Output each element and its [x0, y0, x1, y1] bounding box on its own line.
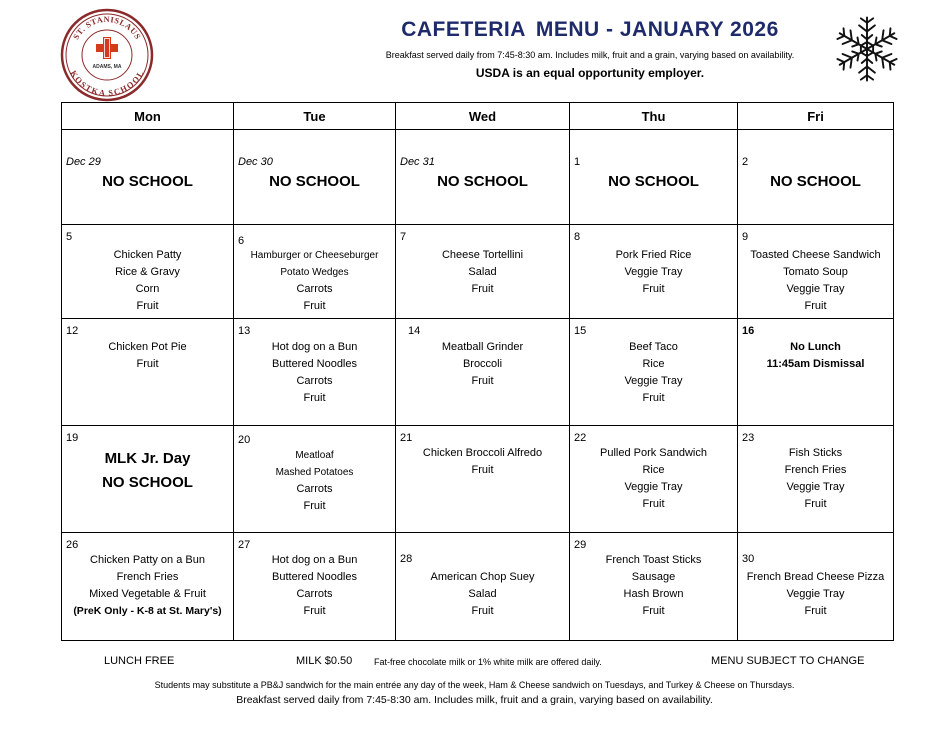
menu-item: Beef Taco — [629, 341, 678, 353]
menu-item: Veggie Tray — [786, 481, 845, 493]
menu-item: Fruit — [642, 283, 665, 295]
day-cell — [738, 533, 894, 641]
date-label: Dec 30 — [238, 156, 273, 168]
no-school-label: NO SCHOOL — [269, 173, 360, 190]
date-label: 6 — [238, 235, 245, 247]
day-cell — [570, 130, 738, 225]
day-cell — [62, 130, 234, 225]
week-row — [62, 130, 894, 225]
day-cell — [570, 225, 738, 319]
no-school-label: NO SCHOOL — [770, 173, 861, 190]
day-cell — [234, 426, 396, 533]
no-lunch-label: No Lunch — [790, 341, 841, 353]
menu-item: Veggie Tray — [624, 375, 683, 387]
menu-item: Rice — [642, 358, 665, 370]
menu-item: Fruit — [804, 300, 827, 312]
menu-item: American Chop Suey — [430, 571, 535, 583]
menu-calendar — [61, 102, 894, 641]
day-cell — [62, 225, 234, 319]
no-school-label: NO SCHOOL — [608, 173, 699, 190]
date-label: 1 — [574, 156, 581, 168]
day-header-wed: Wed — [396, 103, 570, 130]
menu-item: Fruit — [471, 375, 494, 387]
menu-item: French Bread Cheese Pizza — [746, 571, 885, 583]
menu-item: Fruit — [804, 498, 827, 510]
menu-item: Carrots — [296, 283, 333, 295]
day-header-thu: Thu — [570, 103, 738, 130]
date-label: 23 — [742, 432, 755, 444]
week-row — [62, 319, 894, 426]
week-row — [62, 426, 894, 533]
week-row — [62, 533, 894, 641]
menu-item: Buttered Noodles — [272, 571, 357, 583]
date-label: 22 — [574, 432, 587, 444]
milk-price: MILK $0.50 — [296, 655, 353, 667]
menu-item: French Toast Sticks — [605, 554, 702, 566]
day-cell — [738, 130, 894, 225]
menu-item: Carrots — [296, 483, 333, 495]
date-label: 9 — [742, 231, 749, 243]
date-label: 7 — [400, 231, 407, 243]
date-label: 2 — [742, 156, 749, 168]
menu-item: Fruit — [303, 300, 326, 312]
menu-item: Carrots — [296, 375, 333, 387]
no-school-label: NO SCHOOL — [102, 474, 193, 491]
date-label: 16 — [742, 325, 755, 337]
menu-item: Mixed Vegetable & Fruit — [89, 588, 206, 600]
day-cell — [62, 319, 234, 426]
day-cell — [234, 130, 396, 225]
day-cell — [738, 426, 894, 533]
day-cell — [234, 319, 396, 426]
day-cell — [62, 533, 234, 641]
day-cell — [570, 319, 738, 426]
menu-item: Buttered Noodles — [272, 358, 357, 370]
date-label: 13 — [238, 325, 251, 337]
menu-item: Broccoli — [462, 358, 503, 370]
week-row — [62, 225, 894, 319]
day-cell — [396, 319, 570, 426]
day-cell — [570, 426, 738, 533]
usda-statement: USDA is an equal opportunity employer. — [475, 66, 705, 80]
date-label: 19 — [66, 432, 79, 444]
menu-item: Rice & Gravy — [115, 266, 180, 278]
milk-note: Fat-free chocolate milk or 1% white milk are offered daily. — [374, 657, 602, 667]
day-header-fri: Fri — [738, 103, 894, 130]
dismissal-label: 11:45am Dismissal — [766, 358, 865, 370]
snowflake-icon — [832, 12, 902, 86]
menu-item: Hamburger or Cheeseburger — [250, 250, 379, 261]
date-label: 5 — [66, 231, 73, 243]
menu-item: Chicken Patty — [113, 249, 182, 261]
menu-item: Fruit — [136, 358, 159, 370]
date-label: 15 — [574, 325, 587, 337]
day-header-tue: Tue — [234, 103, 396, 130]
menu-item: Cheese Tortellini — [441, 249, 524, 261]
subject-to-change: MENU SUBJECT TO CHANGE — [711, 655, 865, 667]
menu-item: Fruit — [471, 283, 494, 295]
holiday-label: MLK Jr. Day — [104, 450, 191, 467]
menu-item: Pulled Pork Sandwich — [599, 447, 707, 459]
day-cell — [234, 225, 396, 319]
prek-note: (PreK Only - K-8 at St. Mary's) — [73, 605, 222, 617]
day-cell — [234, 533, 396, 641]
date-label: 20 — [238, 434, 251, 446]
menu-item: Tomato Soup — [783, 266, 848, 278]
day-cell — [396, 426, 570, 533]
no-school-label: NO SCHOOL — [102, 173, 193, 190]
day-cell — [396, 533, 570, 641]
menu-item: Chicken Pot Pie — [108, 341, 187, 353]
menu-item: French Fries — [784, 464, 847, 476]
logo-bottom-text: KOSTKA SCHOOL — [68, 69, 146, 98]
menu-item: Corn — [135, 283, 160, 295]
menu-item: Fish Sticks — [788, 447, 843, 459]
logo-center-text: ADAMS, MA — [92, 64, 122, 70]
menu-item: Rice — [642, 464, 665, 476]
date-label: 27 — [238, 539, 251, 551]
date-label: 21 — [400, 432, 413, 444]
menu-item: Mashed Potatoes — [275, 467, 354, 478]
lunch-price: LUNCH FREE — [104, 655, 175, 667]
menu-item: Fruit — [471, 464, 494, 476]
menu-item: Carrots — [296, 588, 333, 600]
menu-item: Salad — [468, 266, 497, 278]
date-label: Dec 31 — [400, 156, 435, 168]
menu-item: Veggie Tray — [786, 283, 845, 295]
title-part-2: MENU - JANUARY 2026 — [535, 18, 779, 41]
date-label: 29 — [574, 539, 587, 551]
menu-item: Fruit — [804, 605, 827, 617]
day-cell — [570, 533, 738, 641]
menu-item: Chicken Broccoli Alfredo — [422, 447, 543, 459]
day-cell — [738, 225, 894, 319]
menu-item: Fruit — [303, 392, 326, 404]
footer-breakfast-note: Breakfast served daily from 7:45-8:30 am. Includes milk, fruit and a grain, varying based on availability. — [236, 694, 713, 706]
menu-item: Pork Fried Rice — [615, 249, 692, 261]
date-label: 14 — [408, 325, 421, 337]
page-title — [330, 18, 850, 42]
menu-item: French Fries — [116, 571, 179, 583]
day-header-mon: Mon — [62, 103, 234, 130]
date-label: 28 — [400, 553, 413, 565]
breakfast-note: Breakfast served daily from 7:45-8:30 am. Includes milk, fruit and a grain, varying based on availability. — [385, 50, 795, 60]
school-logo — [60, 8, 154, 102]
menu-item: Hot dog on a Bun — [271, 341, 358, 353]
menu-item: Toasted Cheese Sandwich — [750, 249, 881, 261]
date-label: 26 — [66, 539, 79, 551]
menu-item: Hot dog on a Bun — [271, 554, 358, 566]
menu-item: Fruit — [303, 605, 326, 617]
no-school-label: NO SCHOOL — [437, 173, 528, 190]
menu-item: Meatloaf — [295, 450, 334, 461]
logo-top-text: ST. STANISLAUS — [71, 14, 143, 42]
menu-item: Chicken Patty on a Bun — [90, 554, 205, 566]
menu-item: Salad — [468, 588, 497, 600]
day-cell — [396, 225, 570, 319]
menu-item: Fruit — [642, 605, 665, 617]
menu-item: Fruit — [642, 498, 665, 510]
menu-item: Meatball Grinder — [441, 341, 524, 353]
menu-item: Veggie Tray — [786, 588, 845, 600]
date-label: 12 — [66, 325, 79, 337]
date-label: Dec 29 — [66, 156, 101, 168]
title-part-1: CAFETERIA — [401, 18, 526, 41]
date-label: 8 — [574, 231, 581, 243]
menu-item: Hash Brown — [623, 588, 684, 600]
substitution-note: Students may substitute a PB&J sandwich for the main entrée any day of the week, Ham & Cheese sandwich on Tuesdays, and Turkey & Cheese on Thursdays. — [154, 680, 795, 690]
menu-item: Fruit — [136, 300, 159, 312]
menu-item: Veggie Tray — [624, 481, 683, 493]
menu-item: Fruit — [642, 392, 665, 404]
day-cell — [62, 426, 234, 533]
menu-item: Potato Wedges — [280, 267, 349, 278]
menu-item: Fruit — [471, 605, 494, 617]
day-cell — [396, 130, 570, 225]
menu-item: Fruit — [303, 500, 326, 512]
menu-item: Veggie Tray — [624, 266, 683, 278]
menu-item: Sausage — [631, 571, 676, 583]
day-cell — [738, 319, 894, 426]
date-label: 30 — [742, 553, 755, 565]
